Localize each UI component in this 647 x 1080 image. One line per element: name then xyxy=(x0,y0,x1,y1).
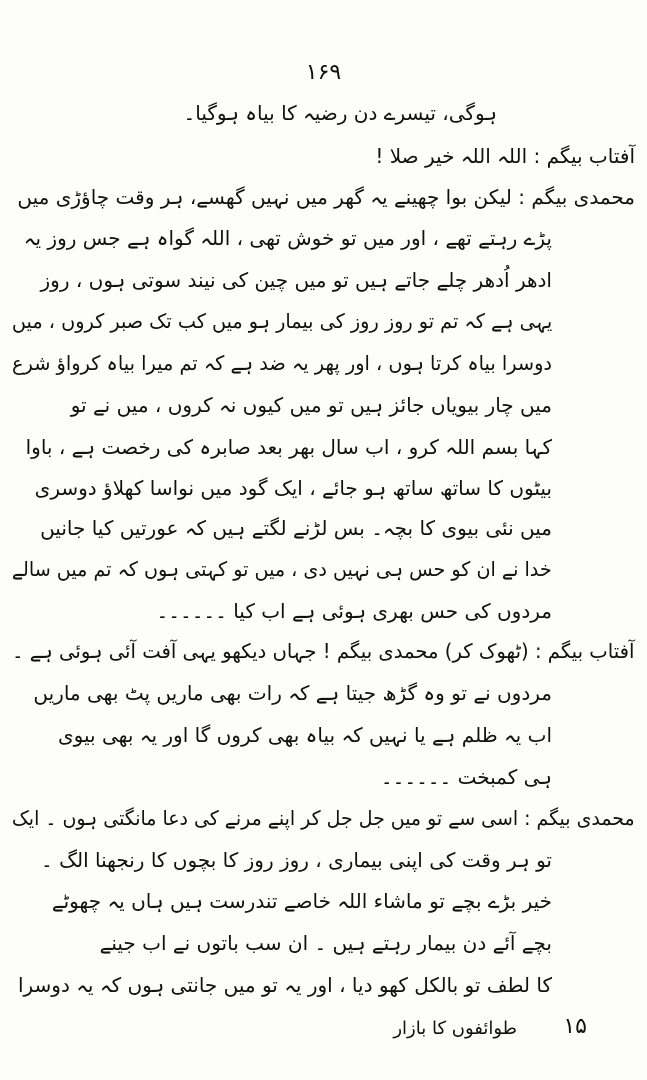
text-line: بچے آئے دن بیمار رہتے ہیں ۔ ان سب باتوں نے اب جینے xyxy=(99,931,552,955)
text-line: ادھر اُدھر چلے جاتے ہیں تو میں چین کی نیند سوتی ہوں ، روز xyxy=(40,268,552,292)
text-line: ہوگی، تیسرے دن رضیہ کا بیاہ ہوگیا۔ xyxy=(183,101,497,125)
text-line: کا لطف تو بالکل کھو دیا ، اور یہ تو میں جانتی ہوں کہ یہ دوسرا xyxy=(17,973,552,997)
text-line: خدا نے ان کو حس ہی نہیں دی ، میں تو کہتی ہوں کہ تم میں سالے xyxy=(12,557,552,581)
text-line: میں چار بیویاں جائز ہیں تو میں کیوں نہ کروں ، میں نے تو xyxy=(70,393,552,417)
speaker-line: آفتاب بیگم : (ٹھوک کر) محمدی بیگم ! جہاں دیکھو یہی آفت آئی ہوئی ہے ۔ xyxy=(12,639,635,663)
speaker-line: آفتاب بیگم : اللہ اللہ خیر صلا ! xyxy=(375,144,635,168)
footer-book-title: طوائفوں کا بازار xyxy=(393,1018,517,1039)
speaker-line: محمدی بیگم : اسی سے تو میں جل جل کر اپنے مرنے کی دعا مانگتی ہوں ۔ ایک xyxy=(12,806,635,830)
page-number: ۱۶۹ xyxy=(305,60,342,85)
text-line: میں نئی بیوی کا بچہ۔ بس لڑنے لگتے ہیں کہ عورتیں کیا جانیں xyxy=(40,516,552,540)
speaker-line: محمدی بیگم : لیکن بوا چھینے یہ گھر میں نہیں گھسے، ہر وقت چاؤڑی میں xyxy=(17,185,635,209)
text-line: مردوں کی حس بھری ہوئی ہے اب کیا ۔۔۔۔۔۔ xyxy=(156,599,552,623)
text-line: تو ہر وقت کی اپنی بیماری ، روز روز کا بچوں کا رنجھنا الگ ۔ xyxy=(41,848,552,872)
text-line: مردوں نے تو وہ گڑھ جیتا ہے کہ رات بھی ماریں پٹ بھی ماریں xyxy=(33,681,552,705)
text-line: یہی ہے کہ تم تو روز روز کی بیمار ہو میں کب تک صبر کروں ، میں xyxy=(11,309,552,333)
text-line: بیٹوں کا ساتھ ساتھ ہو جائے ، ایک گود میں نواسا کھلاؤ دوسری xyxy=(34,476,552,500)
footer-page-mark: ۱۵ xyxy=(563,1014,587,1039)
text-line: کہا بسم اللہ کرو ، اب سال بھر بعد صابرہ کی رخصت ہے ، باوا xyxy=(25,435,552,459)
text-line: ہی کمبخت ۔۔۔۔۔۔ xyxy=(380,765,552,789)
page-footer xyxy=(0,1012,647,1052)
text-line: اب یہ ظلم ہے یا نہیں کہ بیاہ بھی کروں گا اور یہ بھی بیوی xyxy=(58,723,552,747)
text-line: خیر بڑے بچے تو ماشاء اللہ خاصے تندرست ہیں ہاں یہ چھوٹے xyxy=(51,889,552,913)
text-line: پڑے رہتے تھے ، اور میں تو خوش تھی ، اللہ گواہ ہے جس روز یہ xyxy=(23,226,552,250)
text-line: دوسرا بیاہ کرتا ہوں ، اور پھر یہ ضد ہے کہ تم میرا بیاہ کرواؤ شرع xyxy=(11,351,552,375)
